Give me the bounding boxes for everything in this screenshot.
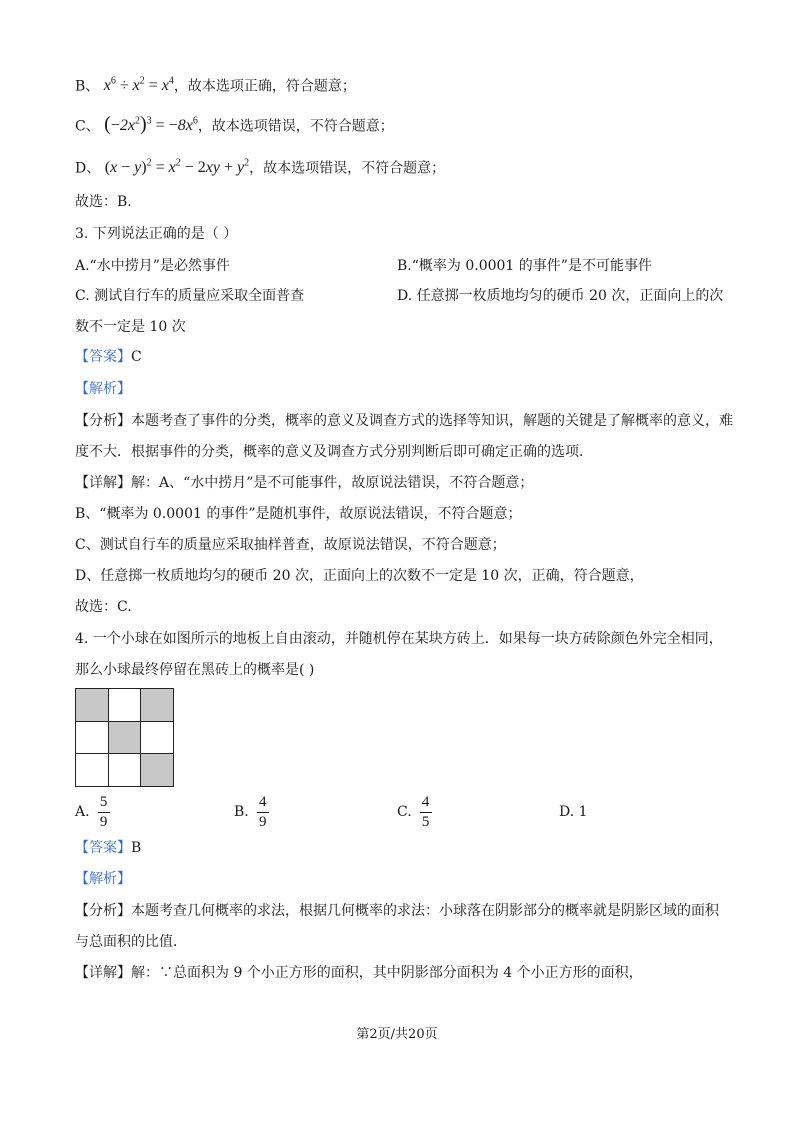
light-tile <box>76 754 109 787</box>
q3-option-c: C. 测试自行车的质量应采取全面普查 <box>75 288 305 304</box>
dark-tile <box>141 754 174 787</box>
dark-tile <box>108 721 141 754</box>
dark-tile <box>141 689 174 722</box>
q4-option-a: A. $\frac{5}{9}$ <box>75 792 110 832</box>
q3-answer: 【答案】C <box>75 349 142 365</box>
q3-detail-1: 【详解】解：A、“水中捞月”是不可能事件，故原说法错误，不符合题意； <box>75 475 534 491</box>
q3-option-a: A.“水中捞月”是必然事件 <box>75 258 230 274</box>
fraction-c: $\frac{4}{5}$ <box>420 794 432 831</box>
q4-stem-1: 4. 一个小球在如图所示的地板上自由滚动，并随机停在某块方砖上．如果每一块方砖除颜色外完全相同， <box>75 631 723 647</box>
q4-answer: 【答案】B <box>75 840 142 856</box>
q4-fenxi-2: 与总面积的比值． <box>75 934 187 950</box>
q3-detail-2: B、“概率为 0.0001 的事件”是随机事件，故原说法错误，不符合题意； <box>75 506 522 522</box>
q3-fenxi-2: 度不大．根据事件的分类，概率的意义及调查方式分别判断后即可确定正确的选项． <box>75 444 593 460</box>
q4-detail-1: 【详解】解：∵总面积为 9 个小正方形的面积，其中阴影部分面积为 4 个小正方形的面积， <box>75 965 643 981</box>
formula-c: $(-2x^2)^3 = -8x^6$ <box>104 113 198 136</box>
option-b-line: B、 $x^6 \div x^2 = x^4$，故本选项正确，符合题意； <box>75 76 356 95</box>
light-tile <box>141 721 174 754</box>
formula-d: $(x - y)^2 = x^2 - 2xy + y^2$ <box>104 158 250 177</box>
q4-fenxi-1: 【分析】本题考查几何概率的求法，根据几何概率的求法：小球落在阴影部分的概率就是阴影区域的面积 <box>75 903 719 919</box>
q4-option-c: C. $\frac{4}{5}$ <box>397 792 432 832</box>
q4-analysis-tag: 【解析】 <box>75 871 131 887</box>
fraction-a: $\frac{5}{9}$ <box>98 794 110 831</box>
q3-detail-4: D、任意掷一枚质地均匀的硬币 20 次，正面向上的次数不一定是 10 次，正确，符合题意， <box>75 568 644 584</box>
q3-stem: 3. 下列说法正确的是（ ） <box>75 226 238 242</box>
q4-option-b: B. $\frac{4}{9}$ <box>234 792 269 832</box>
q3-option-d: D. 任意掷一枚质地均匀的硬币 20 次，正面向上的次 <box>397 288 724 304</box>
q3-fenxi-1: 【分析】本题考查了事件的分类，概率的意义及调查方式的选择等知识，解题的关键是了解概率的意义，难 <box>75 413 733 429</box>
formula-b: $x^6 \div x^2 = x^4$ <box>103 76 174 95</box>
q3-detail-3: C、测试自行车的质量应采取抽样普查，故原说法错误，不符合题意； <box>75 537 506 553</box>
page-footer: 第2页/共20页 <box>356 1027 438 1042</box>
q3-option-b: B.“概率为 0.0001 的事件”是不可能事件 <box>397 258 652 274</box>
light-tile <box>108 754 141 787</box>
light-tile <box>76 721 109 754</box>
dark-tile <box>76 689 109 722</box>
q2-choice: 故选：B. <box>75 194 132 210</box>
tile-grid-figure <box>75 688 174 787</box>
fraction-b: $\frac{4}{9}$ <box>257 794 269 831</box>
option-d-line: D、 $(x - y)^2 = x^2 - 2xy + y^2$，故本选项错误，不符合题意； <box>75 158 446 177</box>
q4-stem-2: 那么小球最终停留在黑砖上的概率是( ) <box>75 662 315 678</box>
q3-choice: 故选：C. <box>75 599 132 615</box>
q3-analysis-tag: 【解析】 <box>75 381 131 397</box>
q3-option-d-cont: 数不一定是 10 次 <box>75 319 186 335</box>
light-tile <box>108 689 141 722</box>
option-c-line: C、 $(-2x^2)^3 = -8x^6$，故本选项错误，不符合题意； <box>75 113 394 136</box>
q4-option-d: D. 1 <box>559 804 588 820</box>
